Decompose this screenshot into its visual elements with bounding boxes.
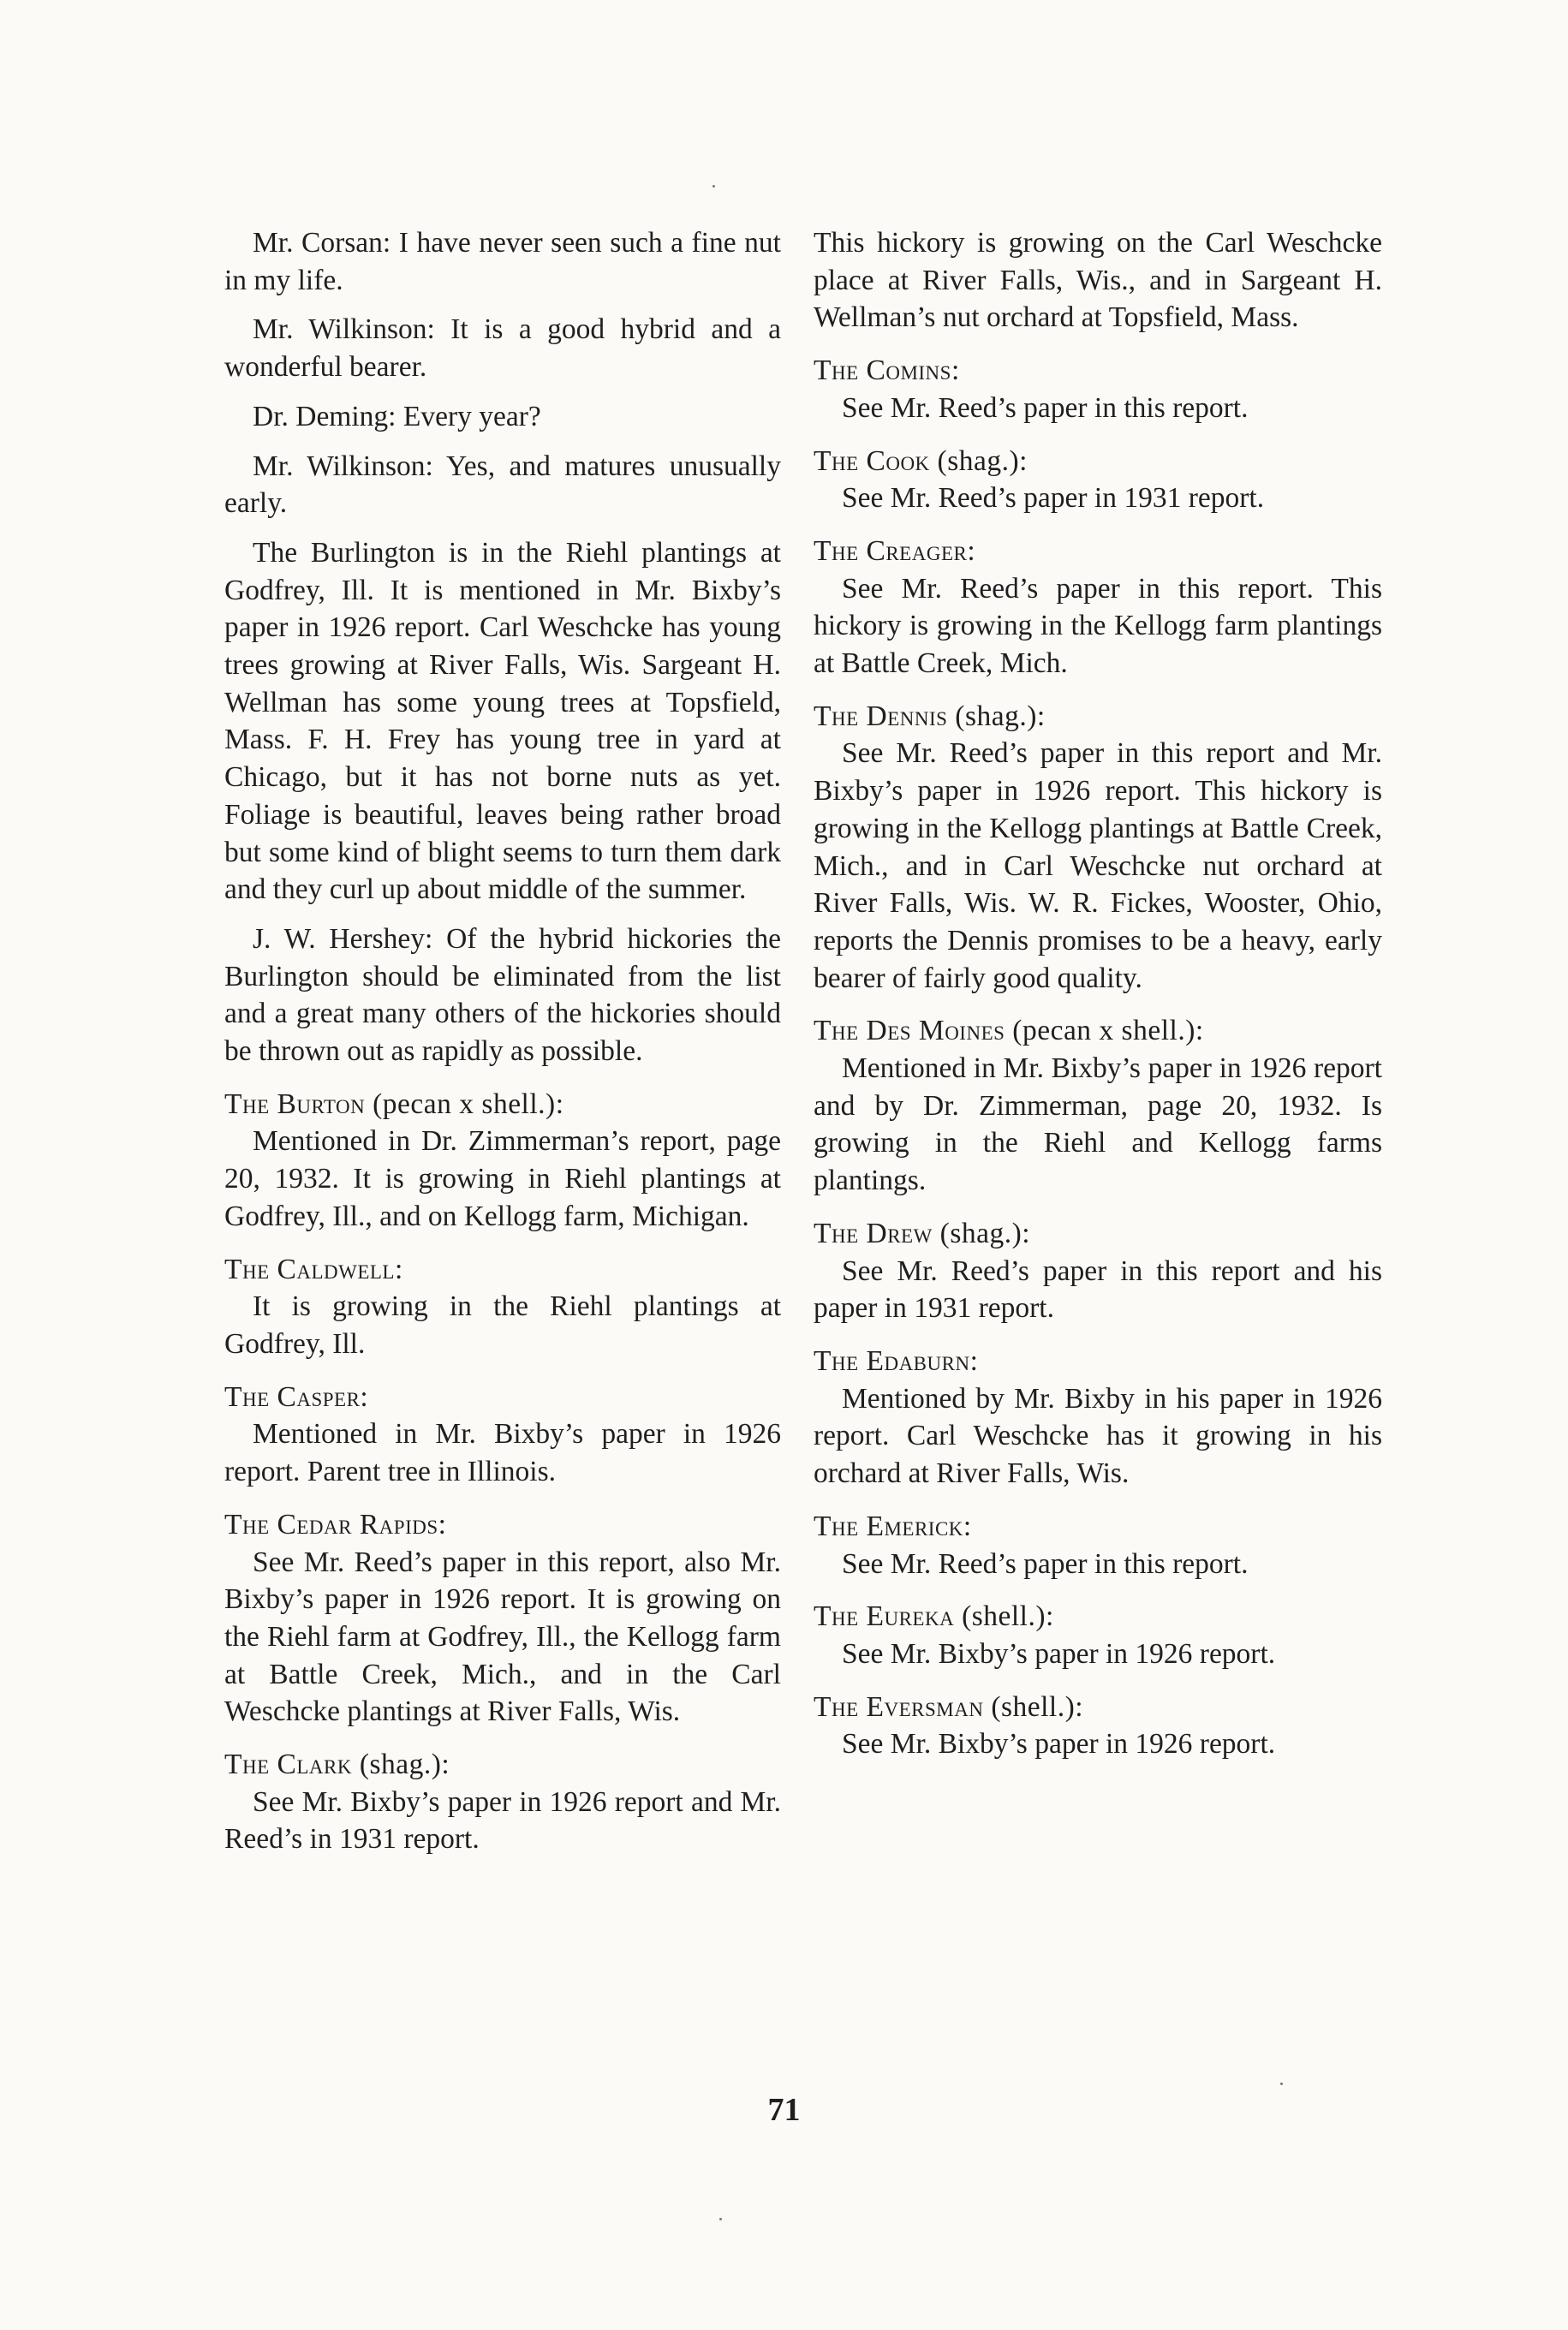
heading-name: The Dennis	[814, 700, 948, 732]
heading-name: The Cook	[814, 444, 930, 477]
heading-name: The Clark	[224, 1749, 352, 1781]
entry-text: See Mr. Reed’s paper in this report, also Mr. Bixby’s paper in 1926 report. It is growing on the Riehl farm at Godfrey, Ill., the Kellogg farm at Battle Creek, Mich., and in the Carl Weschcke plantings at River Falls, Wis.	[224, 1546, 781, 1728]
left-column	[224, 224, 781, 1870]
entry-heading-drew	[814, 1215, 1382, 1253]
paragraph: Mr. Wilkinson: Yes, and matures unusually early.	[224, 450, 781, 520]
heading-note: (shell.):	[962, 1600, 1054, 1633]
entry-heading-burton	[224, 1086, 781, 1123]
entry-heading-casper	[224, 1379, 781, 1416]
entry-text: See Mr. Bixby’s paper in 1926 report.	[842, 1728, 1276, 1761]
heading-note: (shag.):	[939, 1217, 1031, 1249]
entry-heading-clark	[224, 1746, 781, 1784]
heading-name: The Creager:	[814, 534, 976, 567]
heading-note: (shag.):	[359, 1749, 450, 1781]
entry-text: See Mr. Bixby’s paper in 1926 report.	[842, 1637, 1276, 1670]
entry-heading-des-moines	[814, 1012, 1382, 1050]
entry-text: It is growing in the Riehl plantings at Godfrey, Ill.	[224, 1290, 781, 1360]
entry-heading-comins	[814, 352, 1382, 390]
heading-name: The Comins:	[814, 355, 960, 387]
heading-name: The Burton	[224, 1088, 366, 1120]
paragraph: J. W. Hershey: Of the hybrid hickories the Burlington should be eliminated from the list and a great many others of the hickories should be thrown out as rapidly as possible.	[224, 922, 781, 1068]
page-number: 71	[767, 2092, 801, 2128]
print-speck	[1280, 2083, 1283, 2085]
heading-name: The Caldwell:	[224, 1253, 403, 1285]
entry-text: See Mr. Reed’s paper in this report. This hickory is growing in the Kellogg farm plantings at Battle Creek, Mich.	[814, 572, 1382, 680]
heading-note: (shell.):	[991, 1690, 1084, 1723]
entry-text: See Mr. Reed’s paper in this report and his paper in 1931 report.	[814, 1254, 1382, 1325]
entry-heading-dennis	[814, 698, 1382, 736]
entry-text: See Mr. Bixby’s paper in 1926 report and Mr. Reed’s in 1931 report.	[224, 1785, 781, 1856]
heading-name: The Drew	[814, 1217, 933, 1249]
heading-name: The Eureka	[814, 1600, 955, 1633]
heading-name: The Des Moines	[814, 1015, 1005, 1047]
heading-name: The Emerick:	[814, 1510, 972, 1542]
heading-name: The Casper:	[224, 1380, 369, 1413]
entry-heading-edaburn	[814, 1343, 1382, 1380]
entry-text: Mentioned in Mr. Bixby’s paper in 1926 report and by Dr. Zimmerman, page 20, 1932. Is growing in the Riehl and Kellogg farms plantings.	[814, 1052, 1382, 1197]
paragraph: Dr. Deming: Every year?	[253, 400, 541, 432]
entry-text: See Mr. Reed’s paper in this report and Mr. Bixby’s paper in 1926 report. This hickory is growing in the Kellogg plantings at Battle Creek, Mich., and in Carl Weschcke nut orchard at River Falls, Wis. W. R. Fickes, Wooster, Ohio, reports the Dennis promises to be a heavy, early bearer of fairly good quality.	[814, 737, 1382, 994]
entry-text: See Mr. Reed’s paper in this report.	[842, 391, 1249, 424]
entry-heading-creager	[814, 533, 1382, 570]
heading-note: (shag.):	[955, 700, 1046, 732]
entry-heading-cedar-rapids	[224, 1506, 781, 1544]
heading-name: The Cedar Rapids:	[224, 1508, 447, 1540]
heading-note: (pecan x shell.):	[1012, 1015, 1204, 1047]
entry-text: Mentioned by Mr. Bixby in his paper in 1926 report. Carl Weschcke has it growing in his orchard at River Falls, Wis.	[814, 1382, 1382, 1490]
paragraph: This hickory is growing on the Carl Weschcke place at River Falls, Wis., and in Sargeant H. Wellman’s nut orchard at Topsfield, Mass.	[814, 227, 1382, 334]
entry-heading-cook	[814, 443, 1382, 480]
print-speck	[712, 185, 715, 188]
entry-text: See Mr. Reed’s paper in 1931 report.	[842, 482, 1265, 515]
entry-heading-caldwell	[224, 1251, 781, 1289]
print-speck	[719, 2218, 722, 2220]
entry-heading-emerick	[814, 1508, 1382, 1546]
heading-name: The Eversman	[814, 1690, 984, 1723]
paragraph: Mr. Wilkinson: It is a good hybrid and a wonderful bearer.	[224, 313, 781, 384]
right-column	[814, 224, 1382, 1775]
heading-name: The Edaburn:	[814, 1344, 979, 1377]
entry-text: Mentioned in Dr. Zimmerman’s report, page 20, 1932. It is growing in Riehl plantings at Godfrey, Ill., and on Kellogg farm, Michigan.	[224, 1125, 781, 1232]
entry-heading-eureka	[814, 1598, 1382, 1636]
entry-text: Mentioned in Mr. Bixby’s paper in 1926 report. Parent tree in Illinois.	[224, 1418, 781, 1488]
paragraph: Mr. Corsan: I have never seen such a fine nut in my life.	[224, 227, 781, 296]
entry-heading-eversman	[814, 1689, 1382, 1726]
heading-note: (pecan x shell.):	[373, 1088, 564, 1120]
paragraph: The Burlington is in the Riehl plantings at Godfrey, Ill. It is mentioned in Mr. Bixby’s paper in 1926 report. Carl Weschcke has young trees growing at River Falls, Wis. Sargeant H. Wellman has some young trees at Topsfield, Mass. F. H. Frey has young tree in yard at Chicago, but it has not borne nuts as yet. Foliage is beautiful, leaves being rather broad but some kind of blight seems to turn them dark and they curl up about middle of the summer.	[224, 536, 781, 906]
entry-text: See Mr. Reed’s paper in this report.	[842, 1547, 1249, 1580]
heading-note: (shag.):	[937, 444, 1028, 477]
